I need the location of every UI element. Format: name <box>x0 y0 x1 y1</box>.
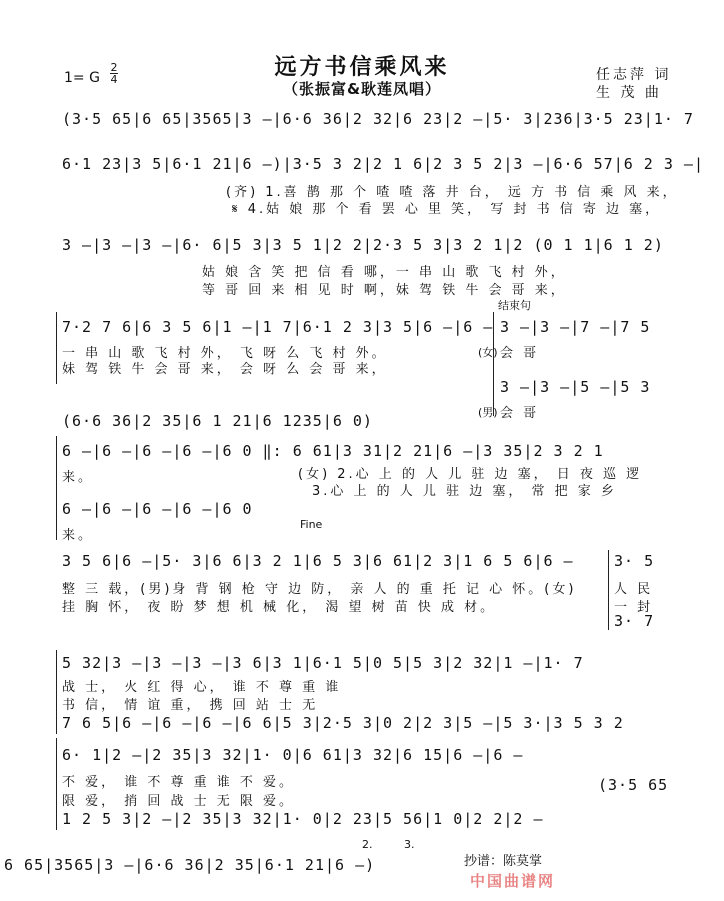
system-bracket-4 <box>56 312 57 384</box>
score-line-8: 6· 1|2 –|2 35|3 32|1· 0|6 61|3 32|6 15|6 –|6 – <box>62 746 524 764</box>
lyric-line-5-left: 来。 <box>62 470 95 485</box>
lyric-line-2b: 𝄋 4.姑 娘 那 个 看 罢 心 里 笑， 写 封 书 信 寄 边 塞， <box>232 202 662 217</box>
volta-2: 2. <box>362 838 373 851</box>
duet-bracket-6 <box>608 550 609 630</box>
key-signature: 1= G <box>64 70 100 86</box>
system-bracket-5 <box>56 436 57 540</box>
composer: 生 茂 曲 <box>596 85 662 101</box>
duet-right-top: 3· 5 <box>614 552 655 570</box>
score-line-8-lower: 1 2 5 3|2 –|2 35|3 32|1· 0|2 23|5 56|1 0|2 2|2 – <box>62 810 544 828</box>
system-bracket-8 <box>56 738 57 830</box>
lyric-line-7b: 书 信， 情 谊 重， 携 回 站 士 无 <box>62 698 319 713</box>
duet-right-bottom: 3· 7 <box>614 612 655 630</box>
lyric-line-6a: 整 三 载，(男)身 背 钢 枪 守 边 防， 亲 人 的 重 托 记 心 怀。(女) <box>62 582 577 597</box>
duet-bottom: 3 –|3 –|5 –|5 3 <box>500 378 651 396</box>
duet-right-lyric-a: 人 民 <box>614 582 654 597</box>
male-tag: (男) <box>478 406 498 419</box>
time-signature <box>110 62 118 85</box>
song-subtitle: （张振富&耿莲凤唱） <box>282 80 442 98</box>
score-line-4: 7·2 7 6|6 3 5 6|1 –|1 7|6·1 2 3|3 5|6 –|6 – <box>62 318 494 336</box>
score-line-6: 3 5 6|6 –|5· 3|6 6|3 2 1|6 5 3|6 61|2 3|1 6 5 6|6 – <box>62 552 574 570</box>
lyric-line-7a: 战 士， 火 红 得 心， 谁 不 尊 重 谁 <box>62 680 342 695</box>
lyric-line-5b: 3.心 上 的 人 儿 驻 边 塞， 常 把 家 乡 <box>312 484 617 499</box>
lyric-line-6b: 挂 胸 怀， 夜 盼 梦 想 机 械 化， 渴 望 树 苗 快 成 材。 <box>62 600 497 615</box>
duet-right-lyric-b: 一 封 <box>614 600 654 615</box>
volta-3: 3. <box>404 838 415 851</box>
ending-label: 结束句 <box>498 299 531 312</box>
time-bottom: 4 <box>110 73 118 86</box>
score-line-7-lower: 7 6 5|6 –|6 –|6 –|6 6|5 3|2·5 3|0 2|2 3|5 –|5 3·|3 5 3 2 <box>62 714 624 732</box>
lyric-line-4a: 一 串 山 歌 飞 村 外， 飞 呀 么 飞 村 外。 <box>62 346 388 361</box>
duet-top: 3 –|3 –|7 –|7 5 <box>500 318 651 336</box>
lyric-line-2a: (齐) 1.喜 鹊 那 个 喳 喳 落 井 台， 远 方 书 信 乘 风 来， <box>226 185 679 200</box>
score-line-5: 6 –|6 –|6 –|6 –|6 0 ‖: 6 61|3 31|2 21|6 –|3 35|2 3 2 1 <box>62 442 604 460</box>
lyric-line-5a: (女) 2.心 上 的 人 儿 驻 边 塞， 日 夜 巡 逻 <box>298 467 643 482</box>
female-tag: (女) <box>478 346 498 359</box>
transcriber: 抄谱：陈莫掌 <box>464 854 543 869</box>
time-top: 2 <box>110 61 118 74</box>
credits <box>596 66 671 102</box>
score-line-7: 5 32|3 –|3 –|3 –|3 6|3 1|6·1 5|0 5|5 3|2 32|1 –|1· 7 <box>62 654 584 672</box>
interlude-line: (6·6 36|2 35|6 1 21|6 1235|6 0) <box>62 412 373 430</box>
system-bracket-7 <box>56 650 57 734</box>
lyric-line-8b: 限 爱， 捎 回 战 士 无 限 爱。 <box>62 794 296 809</box>
lyric-line-3a: 姑 娘 含 笑 把 信 看 哪，一 串 山 歌 飞 村 外， <box>202 265 567 280</box>
ending-bracket <box>493 312 494 416</box>
score-line-2: 6·1 23|3 5|6·1 21|6 –)|3·5 3 2|2 1 6|2 3 5 2|3 –|6·6 57|6 2 3 –| <box>62 155 704 173</box>
lyricist: 任志萍 词 <box>596 67 672 83</box>
reprise-intro: (3·5 65 <box>598 776 669 794</box>
score-line-9: 6 65|3565|3 –|6·6 36|2 35|6·1 21|6 –) <box>4 856 376 874</box>
score-line-1: (3·5 65|6 65|3565|3 –|6·6 36|2 32|6 23|2 –|5· 3|236|3·5 23|1· 7 <box>62 110 694 128</box>
duet-lyric-bottom: 会 哥 <box>500 406 540 421</box>
watermark-logo: 中国曲谱网 <box>470 872 556 890</box>
lyric-line-8a: 不 爱， 谁 不 尊 重 谁 不 爱。 <box>62 775 296 790</box>
lyric-line-3b: 等 哥 回 来 相 见 时 啊，妹 驾 铁 牛 会 哥 来， <box>202 283 567 298</box>
score-line-5-lower: 6 –|6 –|6 –|6 –|6 0 <box>62 500 253 518</box>
lyric-line-5-lower: 来。 <box>62 528 95 543</box>
lyric-line-4b: 妹 驾 铁 牛 会 哥 来， 会 呀 么 会 哥 来， <box>62 362 388 377</box>
duet-lyric-top: 会 哥 <box>500 346 540 361</box>
fine-mark: Fine <box>300 518 323 531</box>
song-title: 远方书信乘风来 <box>274 55 450 80</box>
score-line-3: 3 –|3 –|3 –|6· 6|5 3|3 5 1|2 2|2·3 5 3|3 2 1|2 (0 1 1|6 1 2) <box>62 236 664 254</box>
